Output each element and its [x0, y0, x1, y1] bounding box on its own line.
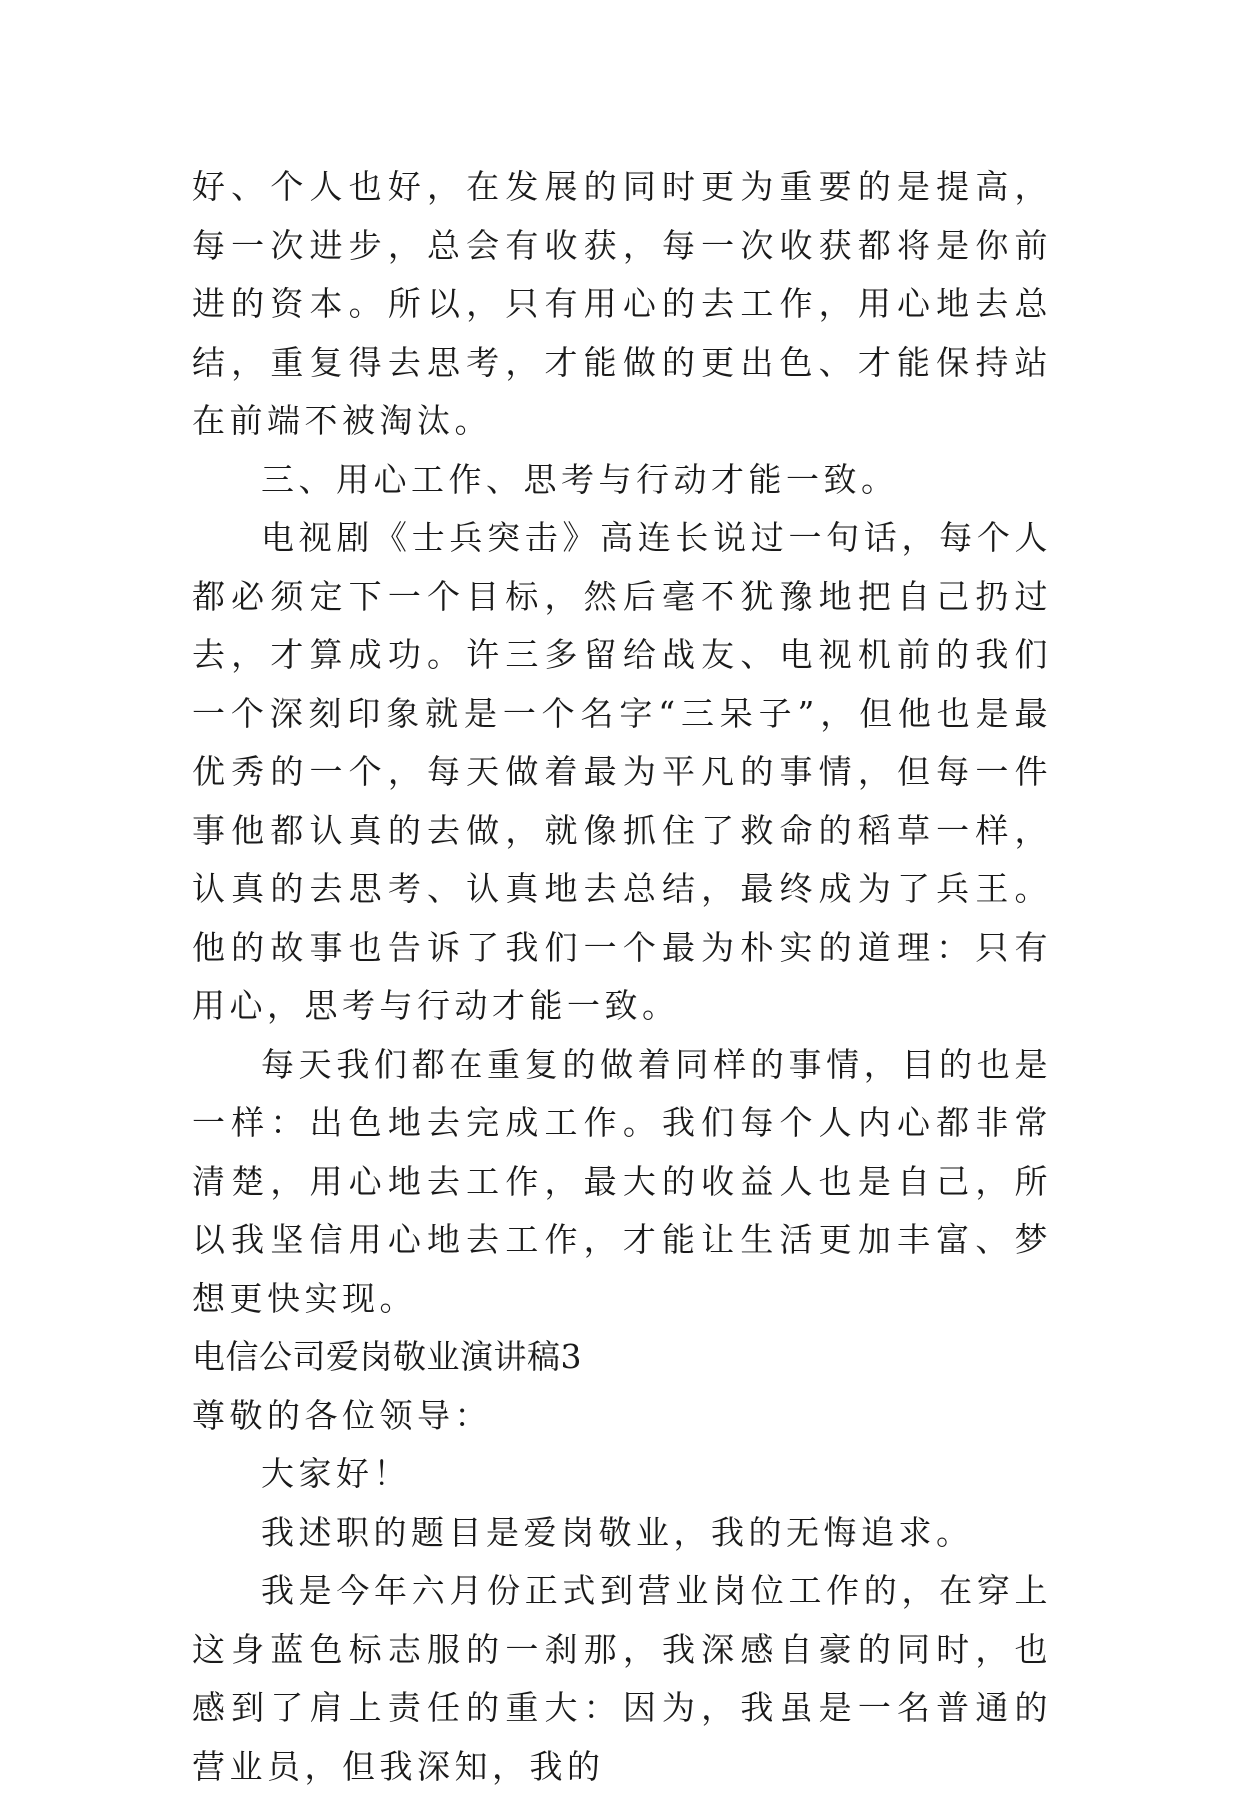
salutation: 尊敬的各位领导：: [192, 1395, 492, 1435]
speech-title: 电信公司爱岗敬业演讲稿3: [192, 1337, 582, 1376]
section-heading-three: 三、用心工作、思考与行动才能一致。: [261, 459, 899, 499]
greeting: 大家好！: [261, 1454, 411, 1493]
paragraph-continuation: 好、个人也好，在发展的同时更为重要的是提高，每一次进步，总会有收获，每一次收获都将是你前进的资本。所以，只有用心的去工作，用心地去总结，重复得去思考，才能做的更出色、才能保持站在前端不被淘汰。: [192, 167, 1052, 440]
document-body: [192, 158, 1052, 1796]
paragraph-soldier-story: 电视剧《士兵突击》高连长说过一句话，每个人都必须定下一个目标，然后毫不犹豫地把自己扔过去，才算成功。许三多留给战友、电视机前的我们一个深刻印象就是一个名字“三呆子”，但他也是最优秀的一个，每天做着最为平凡的事情，但每一件事他都认真的去做，就像抓住了救命的稻草一样，认真的去思考、认真地去总结，最终成为了兵王。他的故事也告诉了我们一个最为朴实的道理：只有用心，思考与行动才能一致。: [192, 518, 1052, 1025]
paragraph-daily-work: 每天我们都在重复的做着同样的事情，目的也是一样：出色地去完成工作。我们每个人内心都非常清楚，用心地去工作，最大的收益人也是自己，所以我坚信用心地去工作，才能让生活更加丰富、梦想更快实现。: [192, 1044, 1052, 1318]
speech-topic: 我述职的题目是爱岗敬业，我的无悔追求。: [261, 1512, 974, 1552]
paragraph-introduction: 我是今年六月份正式到营业岗位工作的，在穿上这身蓝色标志服的一刹那，我深感自豪的同时，也感到了肩上责任的重大：因为，我虽是一名普通的营业员，但我深知，我的: [192, 1571, 1052, 1786]
